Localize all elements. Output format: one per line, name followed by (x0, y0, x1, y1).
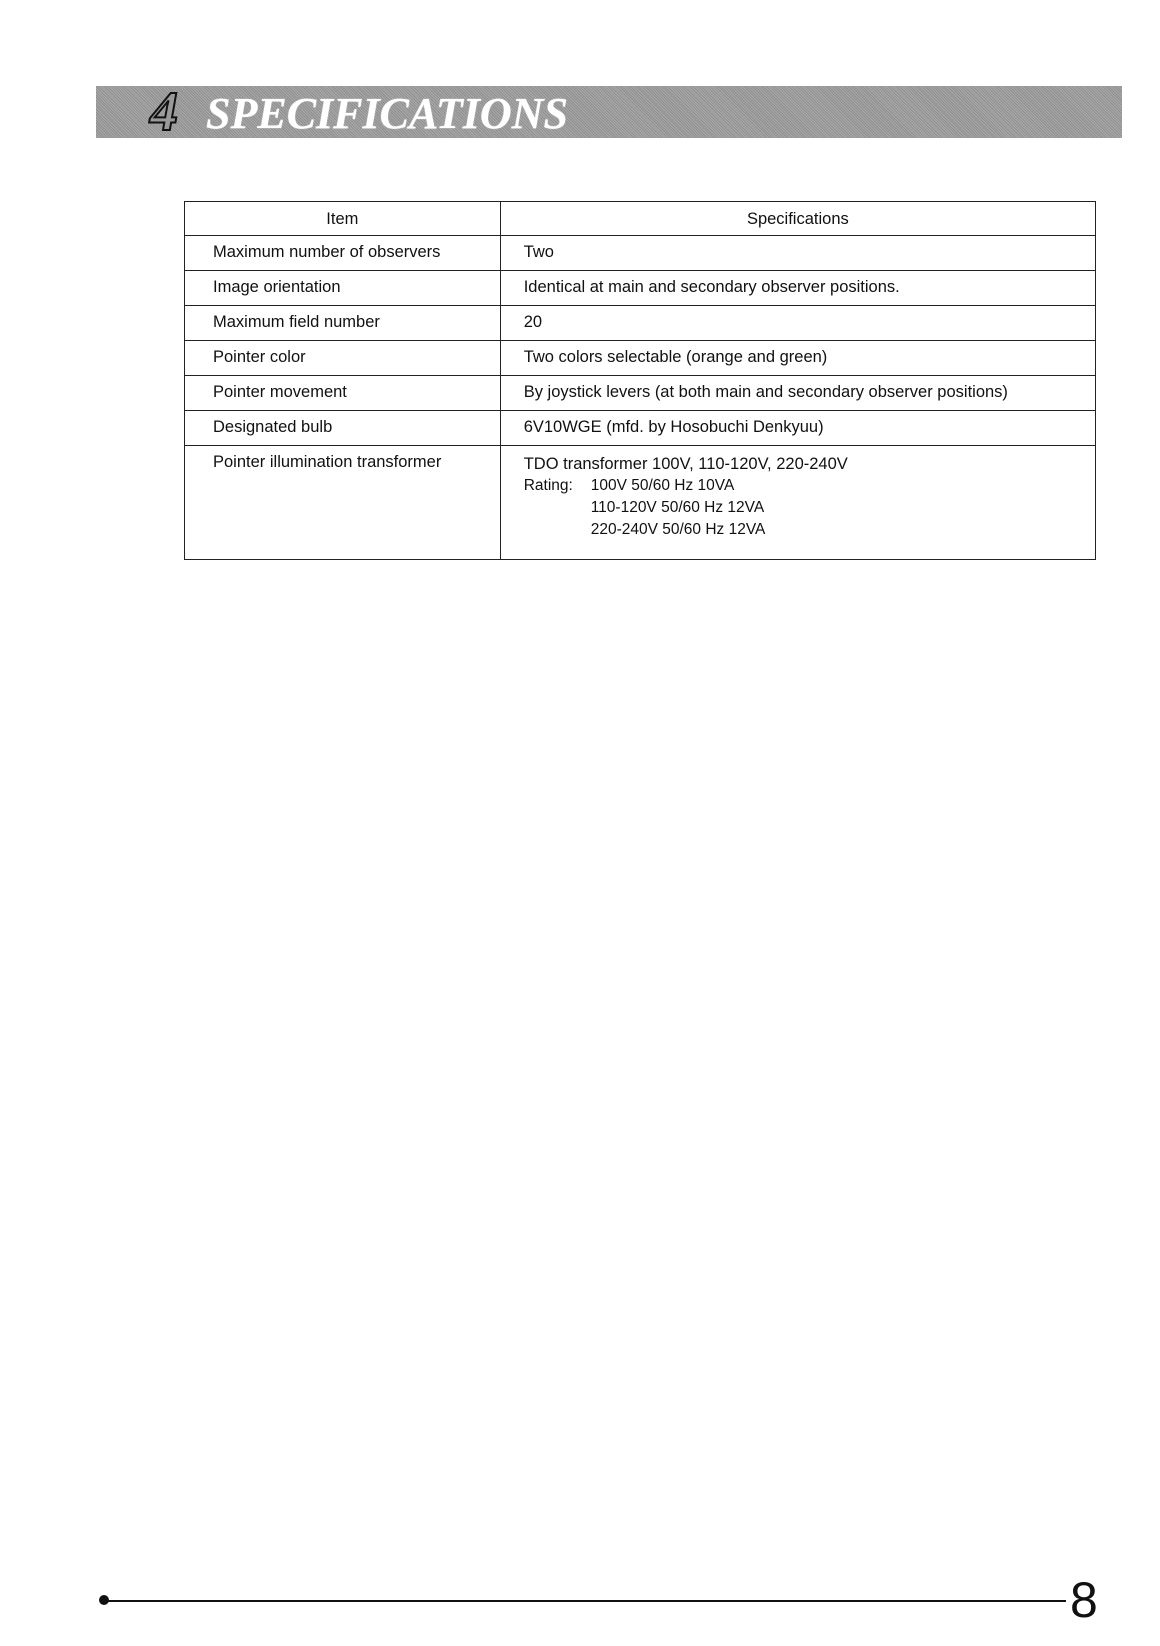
rating-value: 100V 50/60 Hz 10VA (590, 477, 735, 494)
spec-cell: Two (500, 236, 1095, 271)
transformer-spec: TDO transformer 100V, 110-120V, 220-240V (523, 455, 848, 473)
item-cell: Maximum field number (185, 306, 501, 341)
specifications-table (184, 201, 1096, 560)
table-row (185, 341, 1096, 376)
spec-cell: 6V10WGE (mfd. by Hosobuchi Denkyuu) (500, 411, 1095, 446)
section-title: SPECIFICATIONS (206, 89, 568, 138)
rating-row (524, 519, 1095, 541)
rating-row (524, 497, 1095, 519)
column-header-item: Item (185, 202, 501, 236)
page-number: 8 (1070, 1572, 1098, 1628)
footer-rule (104, 1600, 1066, 1602)
table-header-row (185, 202, 1096, 236)
item-cell: Image orientation (185, 271, 501, 306)
item-cell: Pointer movement (185, 376, 501, 411)
table-row (185, 306, 1096, 341)
table-row (185, 446, 1096, 560)
item-cell: Designated bulb (185, 411, 501, 446)
spec-cell (500, 446, 1095, 560)
table-row (185, 236, 1096, 271)
spec-cell: Identical at main and secondary observer positions. (500, 271, 1095, 306)
item-cell: Pointer color (185, 341, 501, 376)
spec-cell: By joystick levers (at both main and secondary observer positions) (500, 376, 1095, 411)
section-number: 4 (150, 86, 178, 138)
section-header-banner (96, 86, 1122, 138)
rating-label: Rating: (523, 477, 573, 494)
item-cell: Maximum number of observers (185, 236, 501, 271)
table-row (185, 376, 1096, 411)
spec-cell: 20 (500, 306, 1095, 341)
spec-cell: Two colors selectable (orange and green) (500, 341, 1095, 376)
table-row (185, 271, 1096, 306)
item-cell: Pointer illumination transformer (185, 446, 501, 560)
rating-value: 110-120V 50/60 Hz 12VA (590, 499, 765, 516)
table-row (185, 411, 1096, 446)
rating-row (524, 475, 1095, 497)
rating-value: 220-240V 50/60 Hz 12VA (590, 521, 766, 538)
column-header-specifications: Specifications (500, 202, 1095, 236)
